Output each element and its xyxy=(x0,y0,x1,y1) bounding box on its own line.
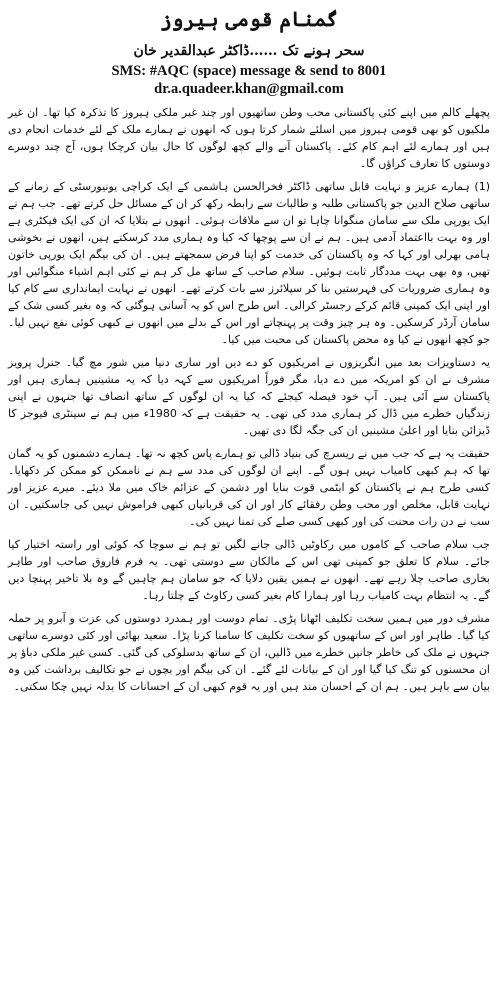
byline: سحر ہونے تک ……ڈاکٹر عبدالقدیر خان xyxy=(133,43,365,59)
paragraph-2: یہ دستاویزات بعد میں انگریزوں نے امریکیوں کو دے دیں اور ساری دنیا میں شور مچ گیا۔ جنرل پرویز مشرف نے ان کو امریکہ میں دے دیا، مگر فوراً امریکیوں سے کہہ دیا کہ یہ مشینیں ہماری ہیں اور پاکستان سے آئی ہیں۔ آپ خود فیصلہ کیجئے کہ کیا یہ ان لوگوں کے ساتھ انصاف تھا جنہوں نے اپنی زندگیاں خطرے میں ڈال کر ہماری مدد کی تھی۔ یہ حقیقت ہے کہ 1980ء میں ہم نے سینٹری فیوجز کا ڈیزائن بنایا اور اعلیٰ مشینیں ان کی جگہ لگا دی تھیں۔ xyxy=(8,356,490,437)
email-contact: dr.a.quadeer.khan@gmail.com xyxy=(154,81,344,97)
paragraph-intro: پچھلے کالم میں اپنے کئی پاکستانی محب وطن ساتھیوں اور چند غیر ملکی ہیروز کا تذکرہ کیا تھا۔ ان غیر ملکیوں کو بھی قومی ہیروز میں اسلئے شمار کرتا ہوں کہ انھوں نے ہمارے ملک کے لئے خدمات انجام دی ہیں اور ہمارے لئے اہم کام کئے۔ پاکستان آنے والے کچھ لوگوں کا حال بیان کرچکا ہوں، آج چند دوسرے دوستوں کا تعارف کراؤں گا۔ xyxy=(8,106,490,170)
column-title: گمنام قومی ہیروز xyxy=(160,7,338,31)
column-body xyxy=(8,104,490,695)
paragraph-5: مشرف دور میں ہمیں سخت تکلیف اٹھانا پڑی۔ تمام دوست اور ہمدرد دوستوں کی عزت و آبرو پر حملہ کیا گیا۔ طاہر اور اس کے ساتھیوں کو سخت تکلیف کا سامنا کرنا پڑا۔ سعید بھائی اور کئی دوسرے ساتھی جنہوں نے ملک کی خاطر جانیں خطرے میں ڈالیں، ان کے ساتھ بدسلوکی کی گئی۔ کسی غیر ملکی دباؤ پر ان محسنوں کو تنگ کیا گیا اور ان کے بیانات لئے گئے۔ ان کی بیگم اور بچوں نے جو تکالیف برداشت کیں وہ بیان سے باہر ہیں۔ ہم ان کے احسان مند ہیں اور یہ قوم کبھی ان کے احسانات کا بدلہ نہیں چکا سکتی۔ xyxy=(8,612,490,693)
sms-contact: SMS: #AQC (space) message & send to 8001 xyxy=(111,63,387,79)
paragraph-3: حقیقت یہ ہے کہ جب میں نے ریسرچ کی بنیاد ڈالی تو ہمارے پاس کچھ نہ تھا۔ ہمارے دشمنوں کو یہ گمان تھا کہ ہم کبھی کامیاب نہیں ہوں گے۔ اپنے ان لوگوں کی مدد سے ہم نے ناممکن کو ممکن کر دکھایا۔ کسی طرح ہم نے پاکستان کو ایٹمی قوت بنایا اور دشمن کے عزائم خاک میں ملا دیئے۔ میرے عزیز اور نہایت قابل، مخلص اور محب وطن رفقائے کار اور ان کی قربانیاں کبھی فراموش نہیں کی جاسکتیں۔ ان سب نے دن رات محنت کی اور کبھی کسی صلے کی تمنا نہیں کی۔ xyxy=(8,447,490,528)
paragraph-4: جب سلام صاحب کے کاموں میں رکاوٹیں ڈالی جانے لگیں تو ہم نے سوچا کہ کوئی اور راستہ اختیار کیا جائے۔ سلام کا تعلق جو کمپنی تھی اس کے مالکان سے دوستی تھی۔ یہ فرم فاروق صاحب اور طاہر بخاری صاحب چلا رہے تھے۔ انھوں نے ہمیں یقین دلایا کہ جو سامان ہم چاہیں گے وہ بلا تاخیر پہنچا دیں گے۔ یہ انتظام بہت کامیاب رہا اور ہمارا کام بغیر کسی رکاوٹ کے چلتا رہا۔ xyxy=(8,538,490,602)
paragraph-1: (1) ہمارے عزیز و نہایت قابل ساتھی ڈاکٹر فخرالحسن ہاشمی کے ایک کراچی یونیورسٹی کے زمانے کے ساتھی صلاح الدین جو پاکستانی طلبہ و طالبات سے رابطہ رکھ کر ان کے مسائل حل کرتے تھے۔ جب ہم نے ایک یورپی ملک سے سامان منگوانا چاہا تو ان سے ملاقات ہوئی۔ انھوں نے بتلایا کہ ان کی ایک فیکٹری ہے اور وہ بہت بااعتماد آدمی ہیں۔ ہم نے ان سے پوچھا کہ کیا وہ ہماری مدد کرسکتے ہیں، انھوں نے بخوشی ہامی بھرلی اور کہا کہ وہ پاکستان کی خدمت کو اپنا فرض سمجھتے ہیں۔ ان کی بیگم ایک یورپی خاتون تھیں، وہ بھی بہت مددگار ثابت ہوئیں۔ سلام صاحب کے ساتھ مل کر ہم نے کئی اہم اشیاء منگوائیں اور وہ ہماری ضروریات کی فہرستیں بنا کر سپلائرز سے بات کرتے تھے۔ انھوں نے نہایت ایمانداری سے کام کیا اور اپنی ایک کمپنی قائم کرکے رجسٹر کرالی۔ اس طرح اس کو یہ آسانی ہوگئی کہ وہ بغیر کسی شک کے سامان آرڈر کرسکیں۔ وہ ہر چیز وقت پر پہنچاتے اور اس کے بدلے میں انھوں نے کبھی کوئی نفع نہیں لیا۔ جو کچھ انھوں نے کیا وہ محض پاکستان کی محبت میں کیا۔ xyxy=(8,180,490,346)
